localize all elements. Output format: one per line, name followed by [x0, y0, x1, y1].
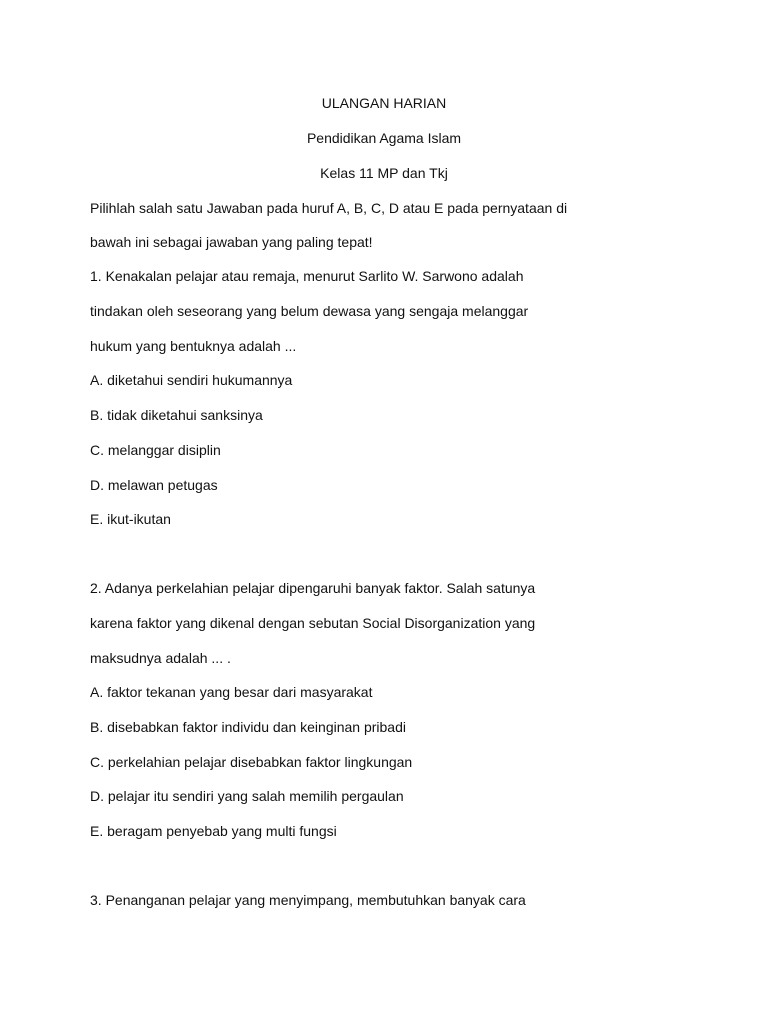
question-1-text: hukum yang bentuknya adalah ... [90, 338, 297, 354]
question-1-text: tindakan oleh seseorang yang belum dewasa yang sengaja melanggar [90, 303, 529, 319]
question-2-text: karena faktor yang dikenal dengan sebutan Social Disorganization yang [90, 615, 536, 631]
instruction-line: bawah ini sebagai jawaban yang paling tepat! [90, 234, 373, 250]
question-2-text: 2. Adanya perkelahian pelajar dipengaruhi banyak faktor. Salah satunya [90, 580, 536, 596]
question-2-option-d: D. pelajar itu sendiri yang salah memilih pergaulan [90, 788, 404, 804]
document-subject: Pendidikan Agama Islam [306, 130, 462, 146]
question-1-option-c: C. melanggar disiplin [90, 442, 221, 458]
question-2-option-c: C. perkelahian pelajar disebabkan faktor lingkungan [90, 754, 413, 770]
instruction-line: Pilihlah salah satu Jawaban pada huruf A, B, C, D atau E pada pernyataan di [90, 200, 568, 216]
question-3-text: 3. Penanganan pelajar yang menyimpang, membutuhkan banyak cara [90, 892, 526, 908]
question-1-option-a: A. diketahui sendiri hukumannya [90, 372, 293, 388]
question-1-option-d: D. melawan petugas [90, 477, 218, 493]
question-1-text: 1. Kenakalan pelajar atau remaja, menurut Sarlito W. Sarwono adalah [90, 268, 524, 284]
question-2-option-b: B. disebabkan faktor individu dan keinginan pribadi [90, 719, 406, 735]
question-2-text: maksudnya adalah ... . [90, 650, 231, 666]
document-title: ULANGAN HARIAN [321, 95, 447, 111]
question-2-option-e: E. beragam penyebab yang multi fungsi [90, 823, 337, 839]
document-class: Kelas 11 MP dan Tkj [320, 165, 448, 181]
question-1-option-e: E. ikut-ikutan [90, 511, 171, 527]
question-1-option-b: B. tidak diketahui sanksinya [90, 407, 263, 423]
question-2-option-a: A. faktor tekanan yang besar dari masyarakat [90, 684, 373, 700]
